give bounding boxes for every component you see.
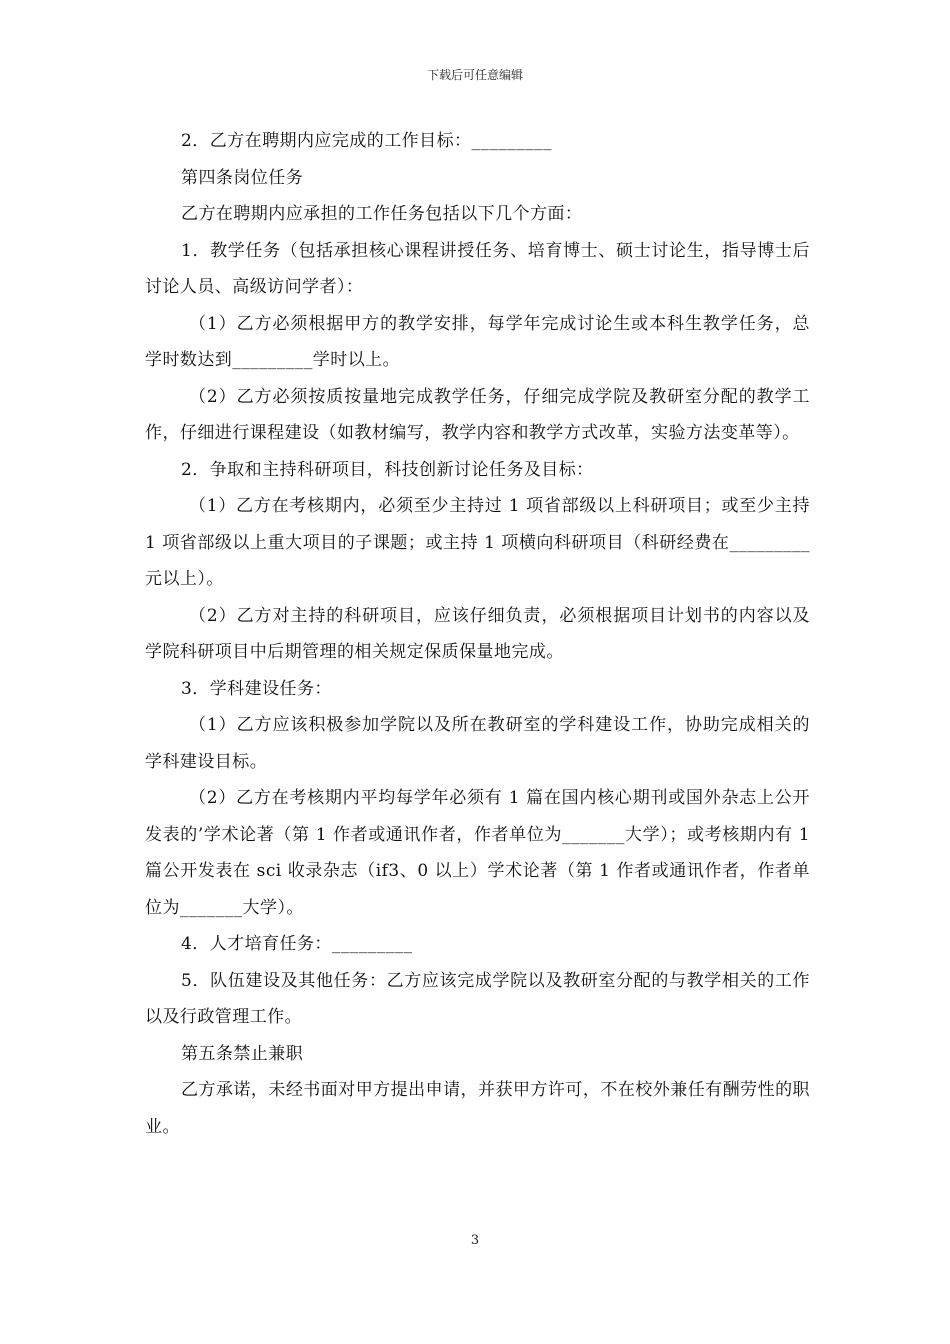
document-body	[145, 123, 810, 1145]
paragraph-research-projects: （1）乙方在考核期内，必须至少主持过 1 项省部级以上科研项目；或至少主持 1 项省部级以上重大项目的子课题；或主持 1 项横向科研项目（科研经费在_________元以上）。	[145, 496, 810, 589]
paragraph-publication-requirement: （2）乙方在考核期内平均每学年必须有 1 篇在国内核心期刊或国外杂志上公开发表的’学术论著（第 1 作者或通讯作者，作者单位为_______大学）；或考核期内有 1 篇公开发表在 sci 收录杂志（if3、0 以上）学术论著（第 1 作者或通讯作者，作者单位为_______大学）。	[145, 788, 810, 918]
paragraph-teaching-hours: （1）乙方必须根据甲方的教学安排，每学年完成讨论生或本科生教学任务，总学时数达到_________学时以上。	[145, 313, 810, 370]
paragraph-discipline-participation: （1）乙方应该积极参加学院以及所在教研室的学科建设工作，协助完成相关的学科建设目标。	[145, 715, 810, 772]
page-number: 3	[470, 1233, 480, 1248]
paragraph-discipline-task: 3．学科建设任务：	[181, 678, 332, 699]
article-four-heading: 第四条岗位任务	[181, 167, 304, 188]
paragraph-team-task: 5．队伍建设及其他任务：乙方应该完成学院以及教研室分配的与教学相关的工作以及行政管理工作。	[145, 970, 810, 1027]
article-five-heading: 第五条禁止兼职	[181, 1043, 304, 1064]
paragraph-teaching-quality: （2）乙方必须按质按量地完成教学任务，仔细完成学院及教研室分配的教学工作，仔细进行课程建设（如教材编写，教学内容和教学方式改革，实验方法变革等）。	[145, 386, 810, 443]
paragraph-work-goal: 2．乙方在聘期内应完成的工作目标：_________	[181, 131, 553, 151]
paragraph-teaching-task: 1．教学任务（包括承担核心课程讲授任务、培育博士、硕士讨论生，指导博士后讨论人员、高级访问学者）：	[145, 240, 810, 297]
paragraph-research-task: 2．争取和主持科研项目，科技创新讨论任务及目标：	[181, 459, 594, 480]
paragraph-no-side-job: 乙方承诺，未经书面对甲方提出申请，并获甲方许可，不在校外兼任有酬劳性的职业。	[145, 1080, 810, 1137]
paragraph-task-intro: 乙方在聘期内应承担的工作任务包括以下几个方面：	[181, 204, 583, 224]
paragraph-research-responsibility: （2）乙方对主持的科研项目，应该仔细负责，必须根据项目计划书的内容以及学院科研项目中后期管理的相关规定保质保量地完成。	[145, 605, 810, 662]
paragraph-talent-task: 4．人才培育任务：_________	[181, 934, 413, 954]
page-header-note: 下载后可任意编辑	[426, 68, 523, 82]
